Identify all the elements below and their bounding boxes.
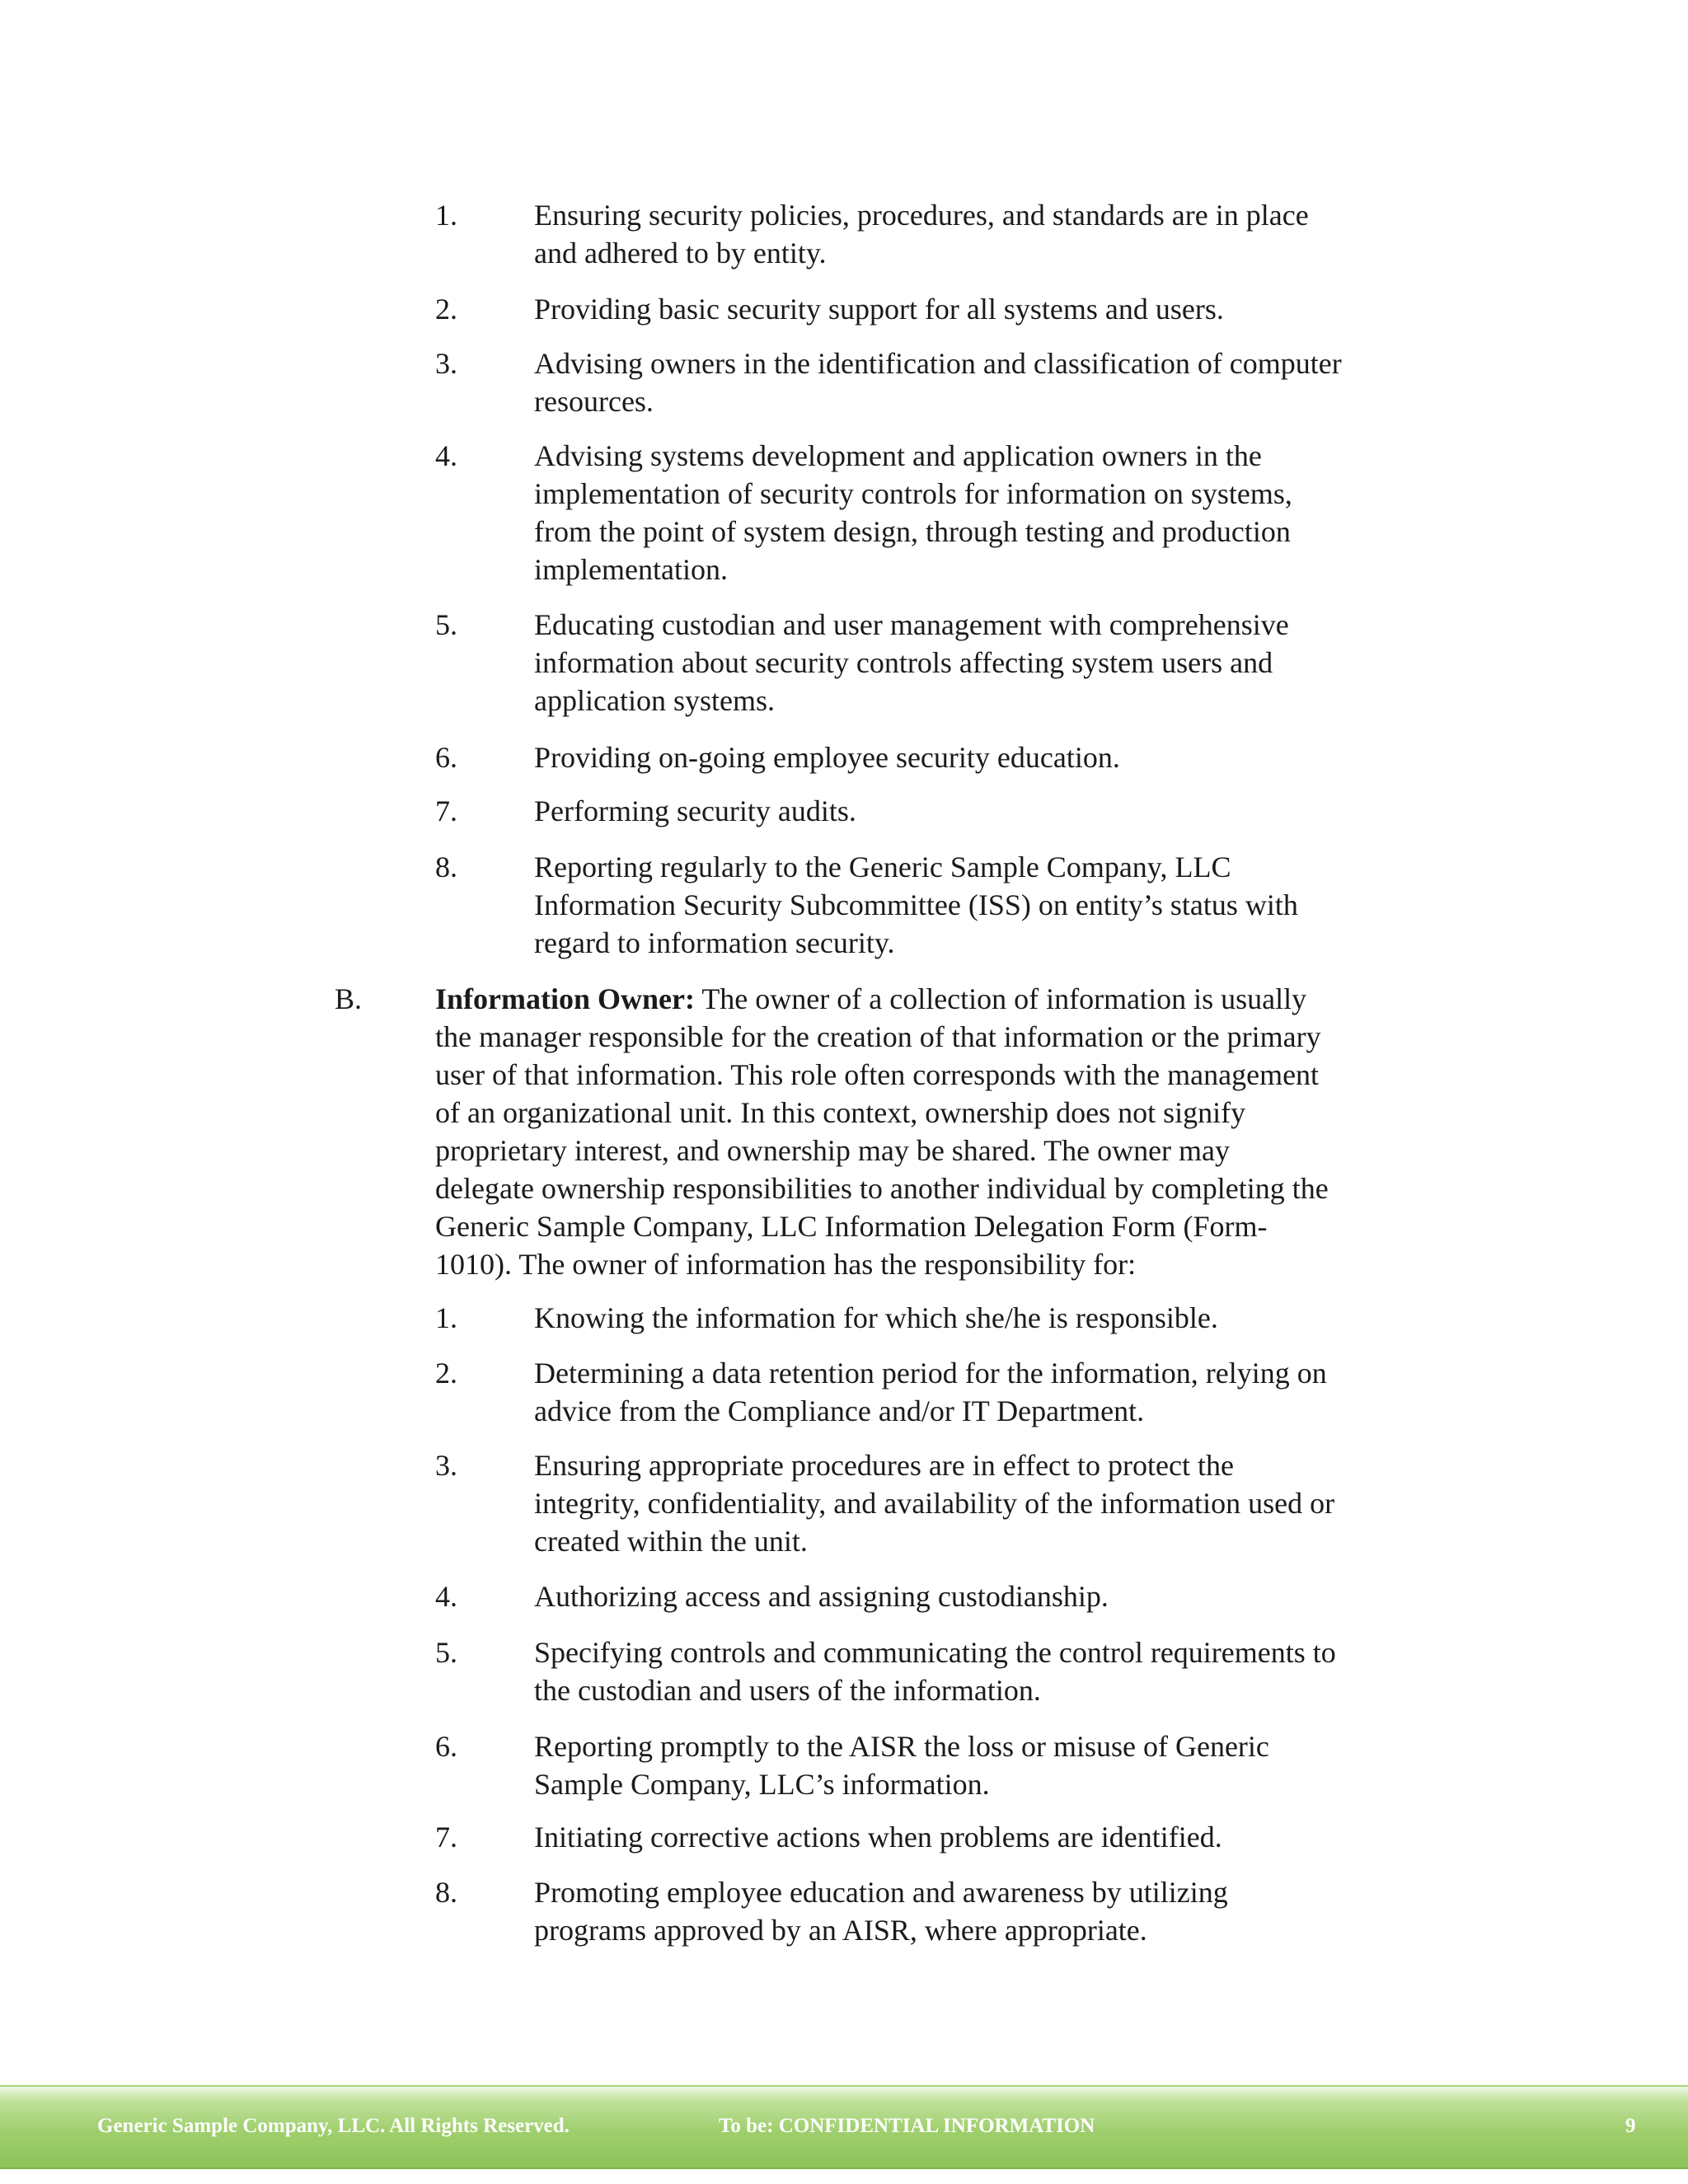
item-text: Providing basic security support for all systems and users. [534, 293, 1224, 326]
page-number: 9 [1625, 2115, 1636, 2137]
item-text: Determining a data retention period for the information, relying on advice from the Compliance and/or IT Department. [534, 1357, 1327, 1427]
item-text: Advising owners in the identification and classification of computer resources. [534, 347, 1342, 418]
item-text: Specifying controls and communicating the control requirements to the custodian and users of the information. [534, 1636, 1336, 1707]
item-number: 6. [435, 1730, 457, 1763]
item-text: Reporting regularly to the Generic Sample Company, LLC Information Security Subcommittee (ISS) on entity’s status with regard to information security. [534, 851, 1298, 959]
item-number: 3. [435, 1449, 457, 1482]
item-number: 4. [435, 439, 457, 472]
footer-copyright: Generic Sample Company, LLC. All Rights Reserved. [97, 2115, 570, 2137]
footer-classification: To be: CONFIDENTIAL INFORMATION [719, 2115, 1095, 2137]
item-number: 7. [435, 1821, 457, 1854]
item-text: Authorizing access and assigning custodianship. [534, 1580, 1109, 1613]
section-body [435, 980, 1465, 1283]
item-number: 8. [435, 1876, 457, 1909]
page-footer [0, 2085, 1688, 2169]
item-number: 2. [435, 293, 457, 326]
item-number: 5. [435, 608, 457, 641]
item-text: Educating custodian and user management with comprehensive information about security controls affecting system users and application systems. [534, 608, 1289, 717]
item-text: Performing security audits. [534, 794, 856, 827]
section-term: Information Owner: [435, 982, 695, 1015]
item-text: Initiating corrective actions when problems are identified. [534, 1821, 1222, 1854]
item-number: 4. [435, 1580, 457, 1613]
item-number: 7. [435, 794, 457, 827]
item-text: Advising systems development and application owners in the implementation of security controls for information on systems, from the point of system design, through testing and production implementation. [534, 439, 1292, 586]
item-text: Ensuring security policies, procedures, and standards are in place and adhered to by entity. [534, 199, 1309, 269]
item-number: 5. [435, 1636, 457, 1669]
item-number: 1. [435, 199, 457, 232]
item-text: Ensuring appropriate procedures are in effect to protect the integrity, confidentiality, and availability of the information used or created within the unit. [534, 1449, 1335, 1558]
item-number: 3. [435, 347, 457, 380]
item-text: Providing on-going employee security education. [534, 741, 1120, 774]
item-number: 6. [435, 741, 457, 774]
item-text: Promoting employee education and awareness by utilizing programs approved by an AISR, where appropriate. [534, 1876, 1228, 1947]
item-text: Reporting promptly to the AISR the loss or misuse of Generic Sample Company, LLC’s information. [534, 1730, 1269, 1801]
item-number: 1. [435, 1301, 457, 1334]
item-number: 8. [435, 851, 457, 883]
section-letter: B. [335, 982, 363, 1015]
item-text: Knowing the information for which she/he is responsible. [534, 1301, 1218, 1334]
item-number: 2. [435, 1357, 457, 1390]
section-text: The owner of a collection of information is usually the manager responsible for the creation of that information or the primary user of that information. This role often corresponds with the management of an organizational unit. In this context, ownership does not signify proprietary interest, and ownership may be shared. The owner may delegate ownership responsibilities to another individual by completing the Generic Sample Company, LLC Information Delegation Form (Form- 1010). The owner of information has the responsibility for: [435, 982, 1329, 1281]
